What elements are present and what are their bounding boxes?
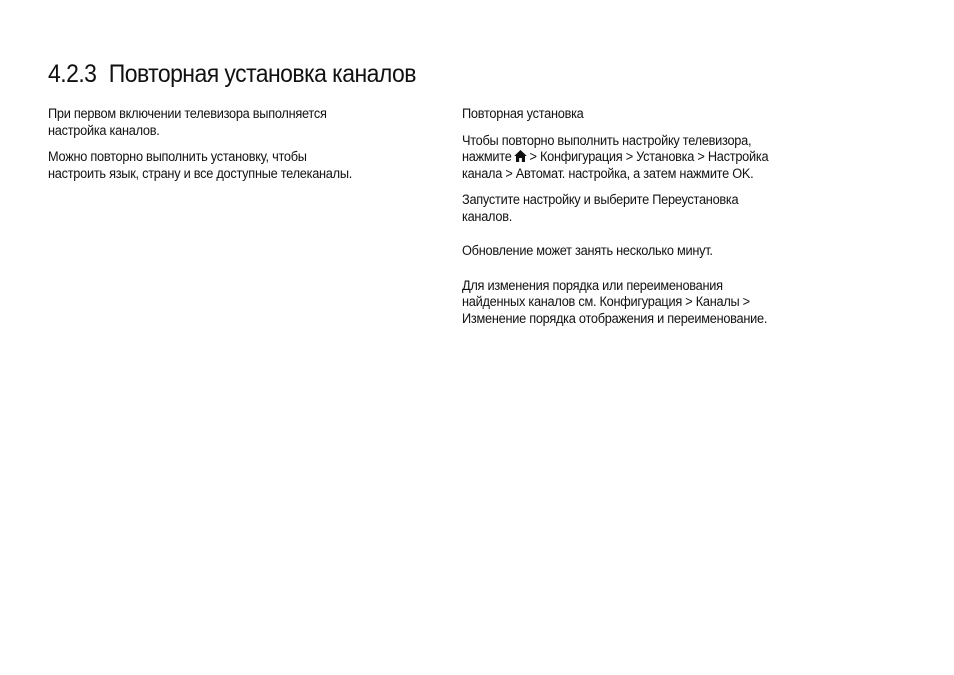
start-paragraph: Запустите настройку и выберите Переустановка каналов. xyxy=(462,192,739,225)
section-title xyxy=(48,60,416,89)
instructions-paragraph: Чтобы повторно выполнить настройку телевизора, нажмите > Конфигурация > Установка > Настройка канала > Автомат. настройка, а затем нажмите OK. xyxy=(462,132,769,182)
reinstall-paragraph: Можно повторно выполнить установку, чтобы настроить язык, страну и все доступные телеканалы. xyxy=(48,149,353,182)
section-title-text: Повторная установка каналов xyxy=(108,60,416,88)
section-number: 4.2.3 xyxy=(48,60,97,88)
duration-paragraph: Обновление может занять несколько минут. xyxy=(462,243,713,259)
left-column xyxy=(48,106,448,192)
right-column xyxy=(462,106,902,337)
subheading: Повторная установка xyxy=(462,106,584,122)
intro-paragraph: При первом включении телевизора выполняется настройка каналов. xyxy=(48,106,327,139)
home-icon xyxy=(514,150,527,162)
rename-paragraph: Для изменения порядка или переименования найденных каналов см. Конфигурация > Каналы > Изменение порядка отображения и переименование. xyxy=(462,277,768,327)
